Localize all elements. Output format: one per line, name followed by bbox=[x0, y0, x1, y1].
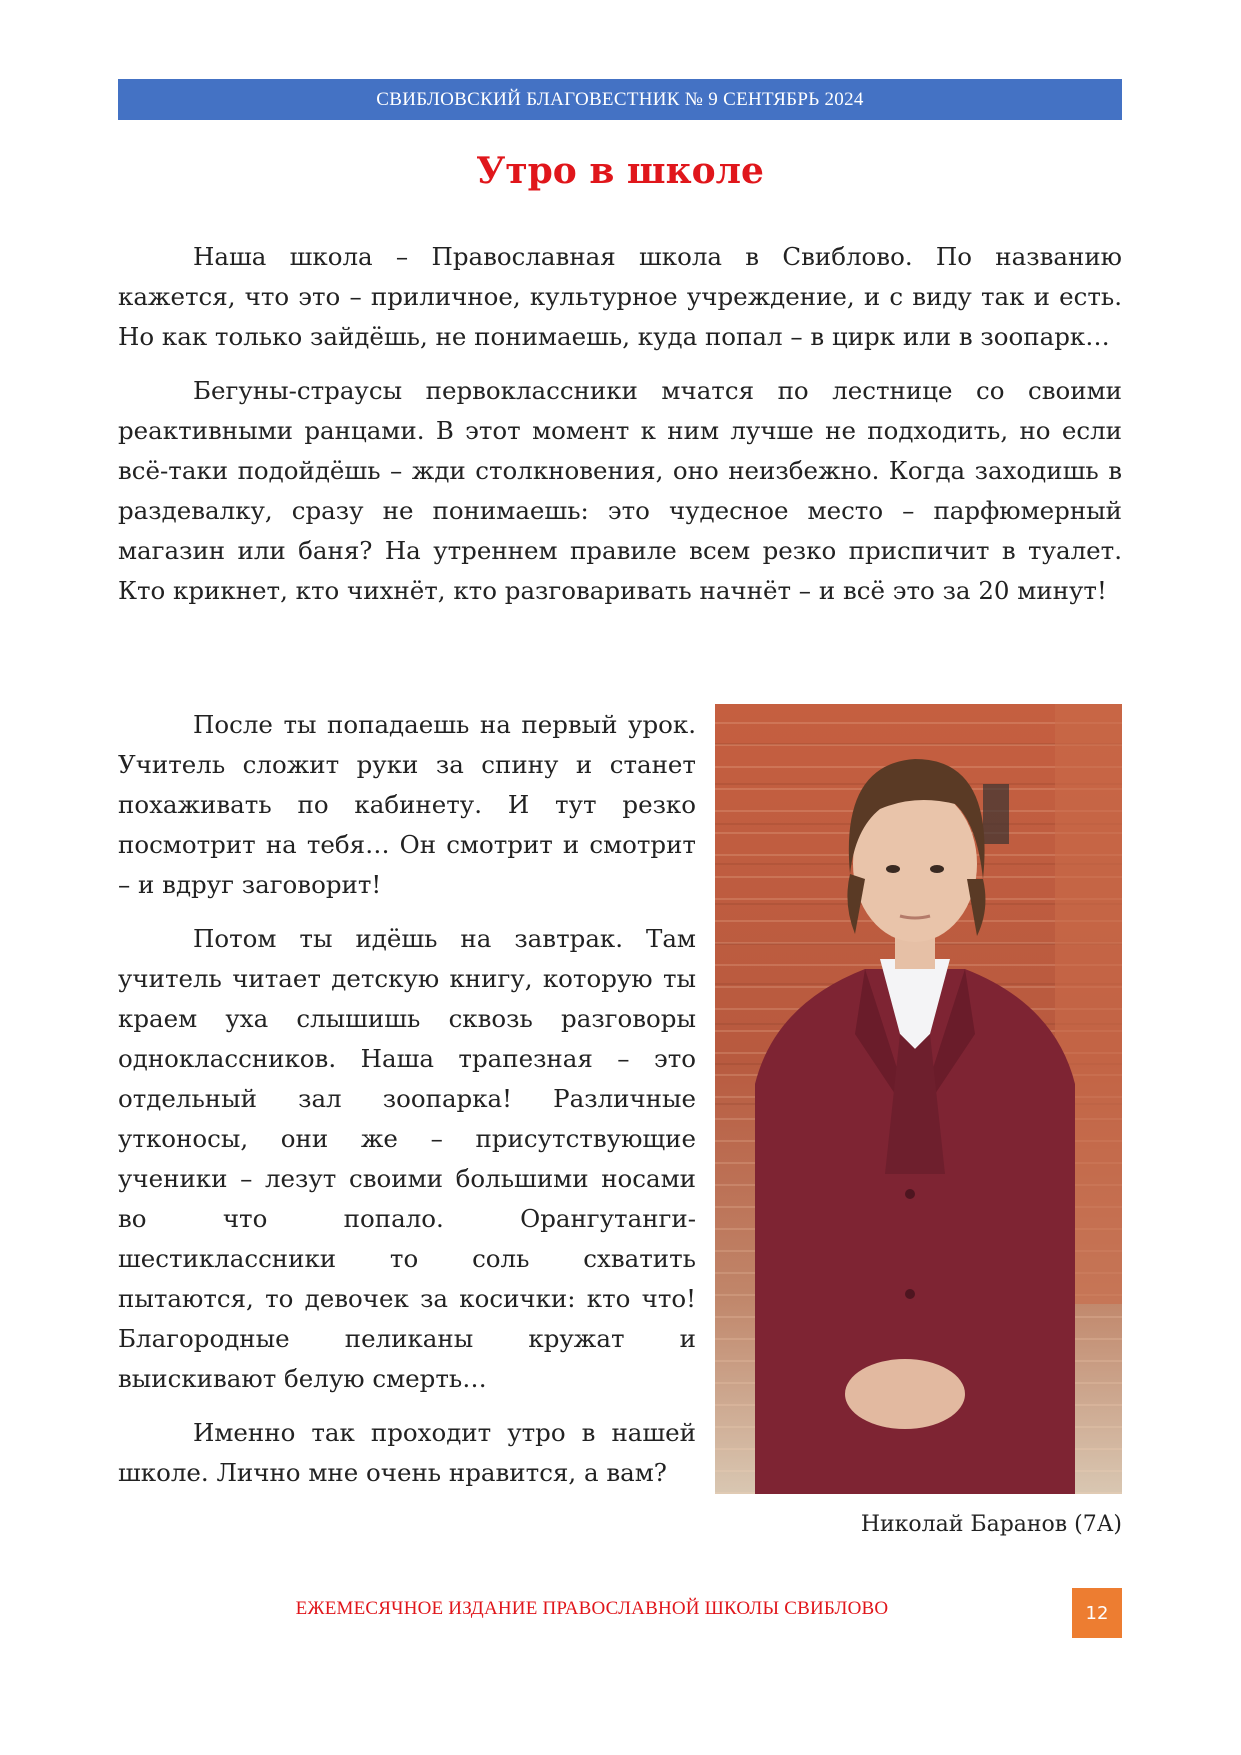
paragraph: Наша школа – Православная школа в Свиблово. По названию кажется, что это – приличное, культурное учреждение, и с виду так и есть. Но как только зайдёшь, не понимаешь, куда попал – в цирк или в зоопарк… bbox=[118, 242, 1122, 351]
page-number: 12 bbox=[1085, 1602, 1109, 1624]
paragraph: Именно так проходит утро в нашей школе. Лично мне очень нравится, а вам? bbox=[118, 1418, 696, 1487]
article-title: Утро в школе bbox=[476, 150, 764, 192]
paragraph: После ты попадаешь на первый урок. Учитель сложит руки за спину и станет похаживать по кабинету. И тут резко посмотрит на тебя… Он смотрит и смотрит – и вдруг заговорит! bbox=[118, 710, 696, 899]
header-title: СВИБЛОВСКИЙ БЛАГОВЕСТНИК № 9 СЕНТЯБРЬ 2024 bbox=[376, 88, 864, 110]
article-body-left-column bbox=[118, 705, 696, 1493]
paragraph: Потом ты идёшь на завтрак. Там учитель читает детскую книгу, которую ты краем уха слышишь сквозь разговоры одноклассников. Наша трапезная – это отдельный зал зоопарка! Различные утконосы, они же – присутствующие ученики – лезут своими большими носами во что попало. Орангутанги-шестиклассники то соль схватить пытаются, то девочек за косички: кто что! Благородные пеликаны кружат и выискивают белую смерть… bbox=[118, 924, 696, 1393]
page-number-badge bbox=[1072, 1588, 1122, 1638]
footer-publication: ЕЖЕМЕСЯЧНОЕ ИЗДАНИЕ ПРАВОСЛАВНОЙ ШКОЛЫ СВИБЛОВО bbox=[295, 1598, 889, 1619]
article-body-top bbox=[118, 237, 1122, 611]
student-photo bbox=[715, 704, 1122, 1494]
student-portrait-illustration bbox=[715, 704, 1122, 1494]
paragraph: Бегуны-страусы первоклассники мчатся по лестнице со своими реактивными ранцами. В этот момент к ним лучше не подходить, но если всё-таки подойдёшь – жди столкновения, оно неизбежно. Когда заходишь в раздевалку, сразу не понимаешь: это чудесное место – парфюмерный магазин или баня? На утреннем правиле всем резко приспичит в туалет. Кто крикнет, кто чихнёт, кто разговаривать начнёт – и всё это за 20 минут! bbox=[118, 376, 1122, 605]
header-bar bbox=[118, 79, 1122, 120]
author-caption: Николай Баранов (7А) bbox=[860, 1512, 1122, 1537]
